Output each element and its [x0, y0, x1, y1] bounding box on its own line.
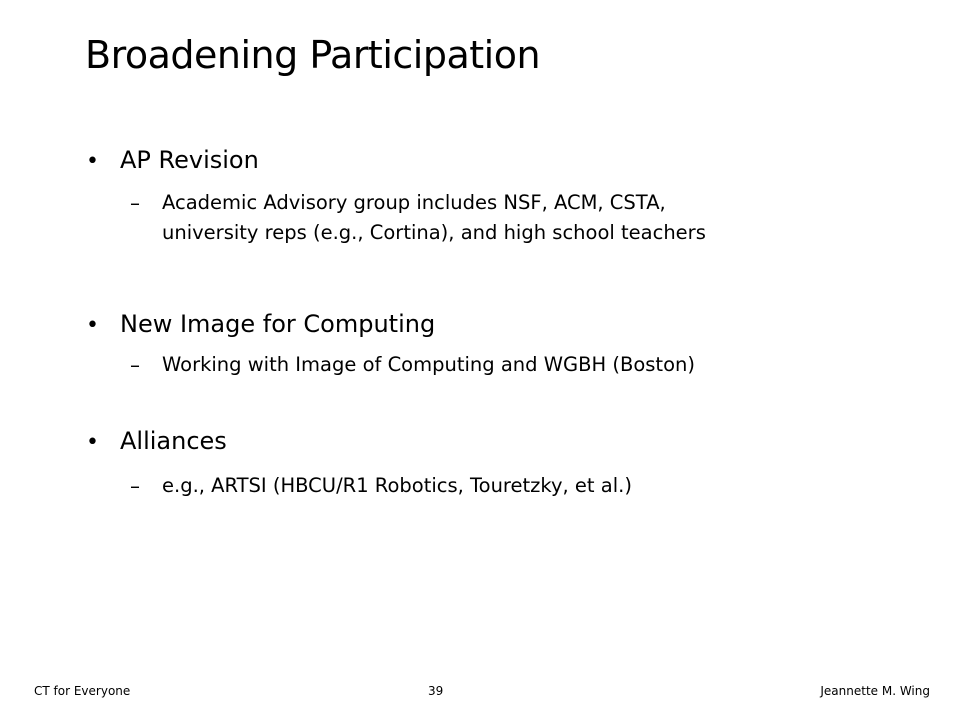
bullet-item	[86, 146, 259, 174]
bullet-dot: •	[86, 149, 99, 174]
bullet-label: Alliances	[120, 427, 227, 455]
bullet-item	[86, 427, 227, 455]
bullet-dot: •	[86, 313, 99, 338]
footer-page-number: 39	[428, 684, 444, 698]
bullet-item	[86, 310, 435, 338]
sub-bullet-text	[162, 188, 706, 248]
bullet-dot: •	[86, 430, 99, 455]
sub-bullet-dash: –	[130, 353, 140, 377]
sub-bullet-line: Academic Advisory group includes NSF, ACM, CSTA,	[162, 191, 666, 214]
sub-bullet-item	[130, 471, 632, 501]
sub-bullet-text	[162, 471, 632, 501]
footer-course: CT for Everyone	[34, 684, 131, 698]
bullet-label: AP Revision	[120, 146, 259, 174]
sub-bullet-text	[162, 350, 695, 380]
sub-bullet-dash: –	[130, 474, 140, 498]
sub-bullet-item	[130, 350, 695, 380]
sub-bullet-item	[130, 188, 706, 248]
slide-title: Broadening Participation	[85, 33, 541, 77]
sub-bullet-line: Working with Image of Computing and WGBH (Boston)	[162, 353, 695, 376]
bullet-label: New Image for Computing	[120, 310, 436, 338]
sub-bullet-dash: –	[130, 191, 140, 215]
sub-bullet-line: e.g., ARTSI (HBCU/R1 Robotics, Touretzky, et al.)	[162, 474, 632, 497]
sub-bullet-line: university reps (e.g., Cortina), and high school teachers	[162, 221, 706, 244]
footer-author: Jeannette M. Wing	[820, 684, 930, 698]
